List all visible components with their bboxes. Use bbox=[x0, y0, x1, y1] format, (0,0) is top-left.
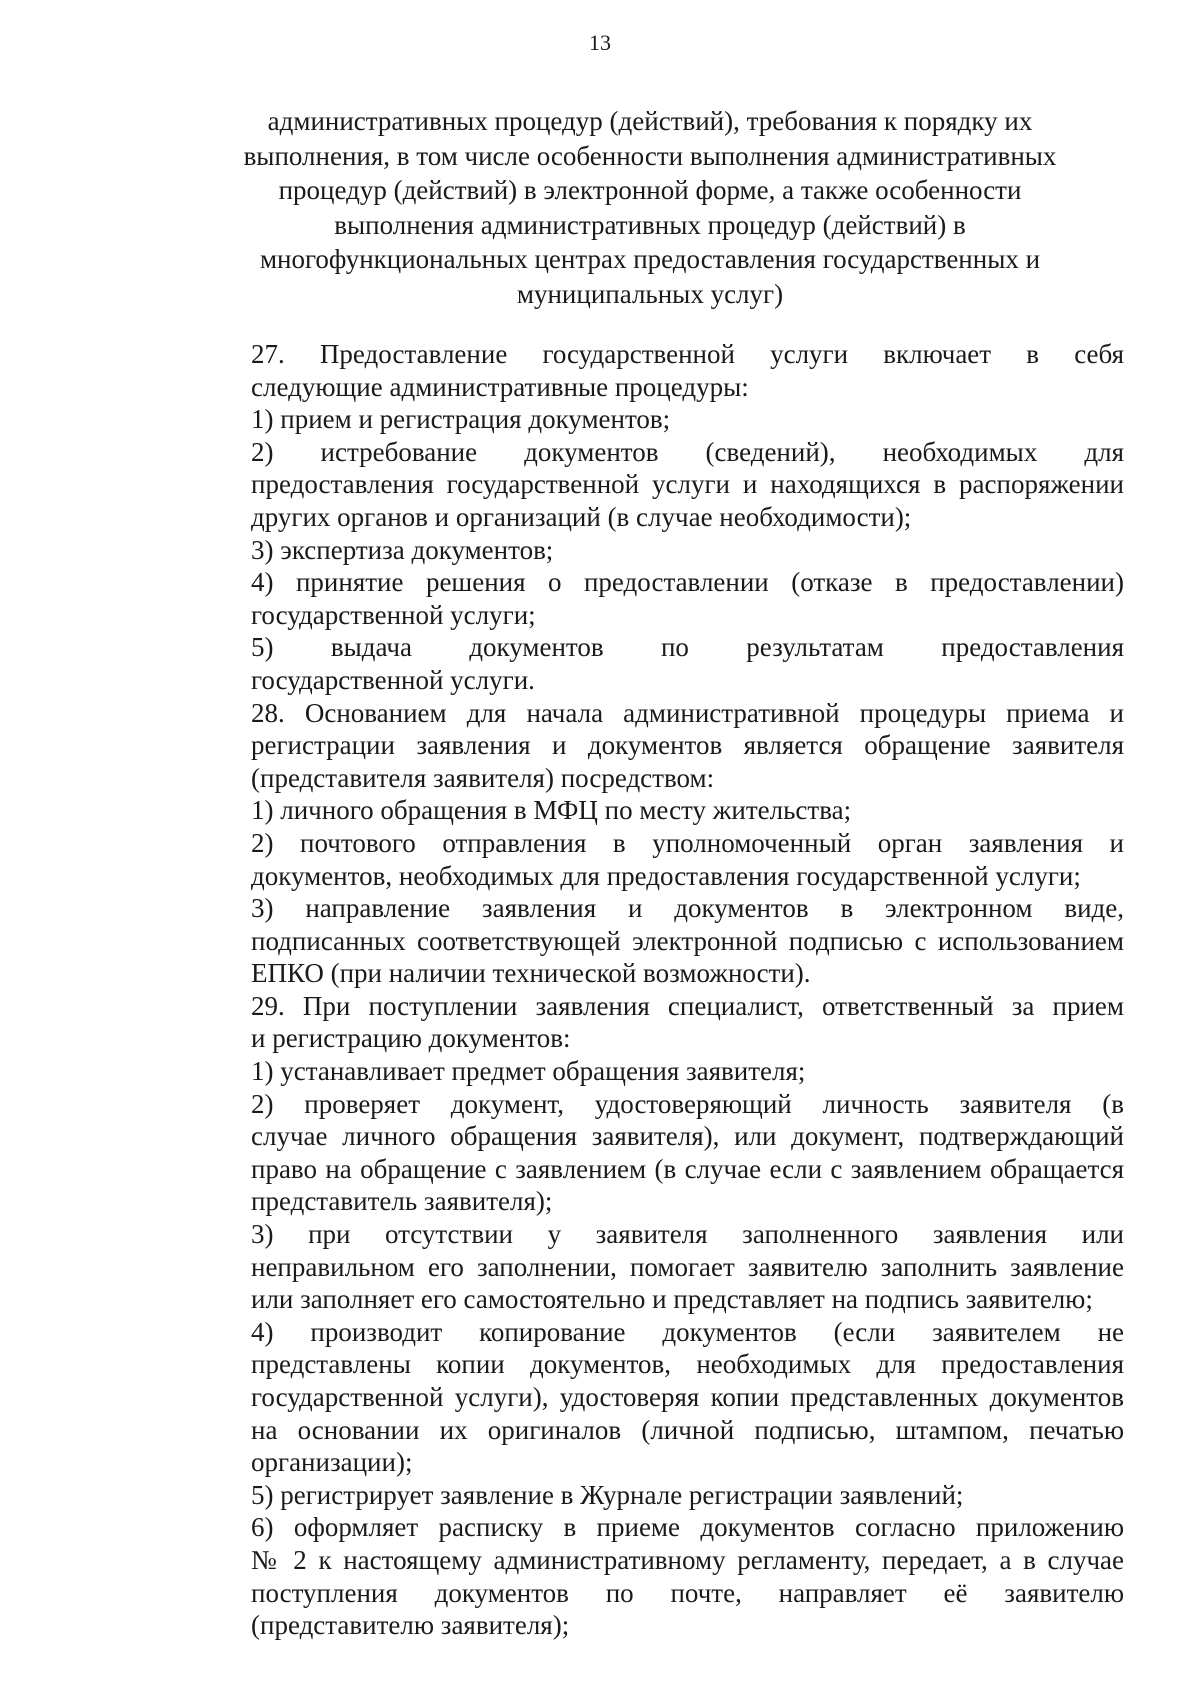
paragraph-line: следующие административные процедуры: bbox=[251, 371, 749, 402]
paragraph-line: случае личного обращения заявителя), или документ, подтверждающий bbox=[251, 1121, 1124, 1152]
heading-line: муниципальных услуг) bbox=[516, 278, 784, 309]
paragraph-line: представлены копии документов, необходимых для предоставления bbox=[251, 1349, 1124, 1380]
paragraph-line: 2) проверяет документ, удостоверяющий личность заявителя (в bbox=[251, 1088, 1124, 1119]
paragraph-line: 4) производит копирование документов (если заявителем не bbox=[251, 1316, 1124, 1347]
paragraph-line: 1) прием и регистрация документов; bbox=[251, 404, 671, 435]
paragraph-line: организации); bbox=[251, 1447, 413, 1478]
paragraph-line: № 2 к настоящему административному регламенту, передает, а в случае bbox=[251, 1544, 1124, 1575]
paragraph-line: государственной услуги. bbox=[251, 664, 535, 695]
paragraph-line: 4) принятие решения о предоставлении (отказе в предоставлении) bbox=[251, 567, 1124, 598]
paragraph-line: неправильном его заполнении, помогает заявителю заполнить заявление bbox=[251, 1251, 1124, 1282]
paragraph-line: (представителю заявителя); bbox=[251, 1610, 570, 1641]
paragraph-line: 6) оформляет расписку в приеме документов согласно приложению bbox=[251, 1512, 1124, 1543]
paragraph bbox=[178, 566, 1124, 631]
document-body bbox=[178, 338, 1124, 1642]
paragraph-line: государственной услуги), удостоверяя копии представленных документов bbox=[251, 1382, 1124, 1412]
paragraph bbox=[178, 631, 1124, 696]
paragraph bbox=[178, 534, 1124, 567]
paragraph bbox=[178, 1088, 1124, 1218]
paragraph-line: ЕПКО (при наличии технической возможности). bbox=[251, 958, 811, 989]
paragraph-line: 3) при отсутствии у заявителя заполненного заявления или bbox=[251, 1219, 1124, 1250]
paragraph-line: и регистрацию документов: bbox=[251, 1023, 571, 1054]
paragraph-line: 1) личного обращения в МФЦ по месту жительства; bbox=[251, 795, 852, 826]
paragraph-line: документов, необходимых для предоставления государственной услуги; bbox=[251, 860, 1081, 891]
paragraph bbox=[178, 338, 1124, 403]
paragraph-line: 1) устанавливает предмет обращения заявителя; bbox=[251, 1056, 806, 1087]
page-number: 13 bbox=[589, 30, 611, 55]
paragraph-line: поступления документов по почте, направляет её заявителю bbox=[251, 1577, 1124, 1608]
paragraph bbox=[178, 794, 1124, 827]
heading-line: административных процедур (действий), требования к порядку их bbox=[267, 106, 1033, 136]
paragraph-line: на основании их оригиналов (личной подписью, штампом, печатью bbox=[251, 1414, 1124, 1445]
paragraph-line: представитель заявителя); bbox=[251, 1186, 553, 1217]
paragraph bbox=[178, 1218, 1124, 1316]
paragraph bbox=[178, 1316, 1124, 1479]
paragraph-line: или заполняет его самостоятельно и представляет на подпись заявителю; bbox=[251, 1284, 1093, 1315]
paragraph-line: предоставления государственной услуги и находящихся в распоряжении bbox=[251, 469, 1124, 500]
paragraph bbox=[178, 403, 1124, 436]
paragraph bbox=[178, 1479, 1124, 1512]
heading-line: процедур (действий) в электронной форме, а также особенности bbox=[278, 175, 1022, 205]
paragraph-line: 5) выдача документов по результатам предоставления bbox=[251, 632, 1124, 663]
paragraph bbox=[178, 697, 1124, 795]
paragraph-line: подписанных соответствующей электронной подписью с использованием bbox=[251, 925, 1124, 956]
paragraph-line: 2) почтового отправления в уполномоченный орган заявления и bbox=[251, 827, 1124, 858]
paragraph bbox=[178, 436, 1124, 534]
paragraph-line: 28. Основанием для начала административной процедуры приема и bbox=[251, 697, 1124, 728]
heading-line: многофункциональных центрах предоставления государственных и bbox=[259, 244, 1041, 274]
heading-line: выполнения, в том числе особенности выполнения административных bbox=[243, 140, 1057, 171]
paragraph-line: 29. При поступлении заявления специалист, ответственный за прием bbox=[251, 990, 1124, 1021]
paragraph bbox=[178, 1055, 1124, 1088]
paragraph bbox=[178, 1511, 1124, 1641]
paragraph-line: 3) экспертиза документов; bbox=[251, 534, 554, 565]
paragraph-line: 3) направление заявления и документов в электронном виде, bbox=[251, 893, 1124, 924]
section-heading bbox=[180, 104, 1120, 311]
paragraph-line: 5) регистрирует заявление в Журнале регистрации заявлений; bbox=[251, 1479, 964, 1510]
paragraph-line: право на обращение с заявлением (в случае если с заявлением обращается bbox=[251, 1153, 1124, 1184]
paragraph bbox=[178, 827, 1124, 892]
paragraph bbox=[178, 892, 1124, 990]
heading-line: выполнения административных процедур (действий) в bbox=[334, 209, 966, 240]
paragraph-line: государственной услуги; bbox=[251, 599, 536, 630]
paragraph-line: 27. Предоставление государственной услуги включает в себя bbox=[251, 339, 1124, 369]
paragraph bbox=[178, 990, 1124, 1055]
paragraph-line: регистрации заявления и документов является обращение заявителя bbox=[251, 730, 1124, 761]
paragraph-line: (представителя заявителя) посредством: bbox=[251, 762, 715, 793]
paragraph-line: других органов и организаций (в случае необходимости); bbox=[251, 501, 912, 532]
paragraph-line: 2) истребование документов (сведений), необходимых для bbox=[251, 436, 1124, 467]
